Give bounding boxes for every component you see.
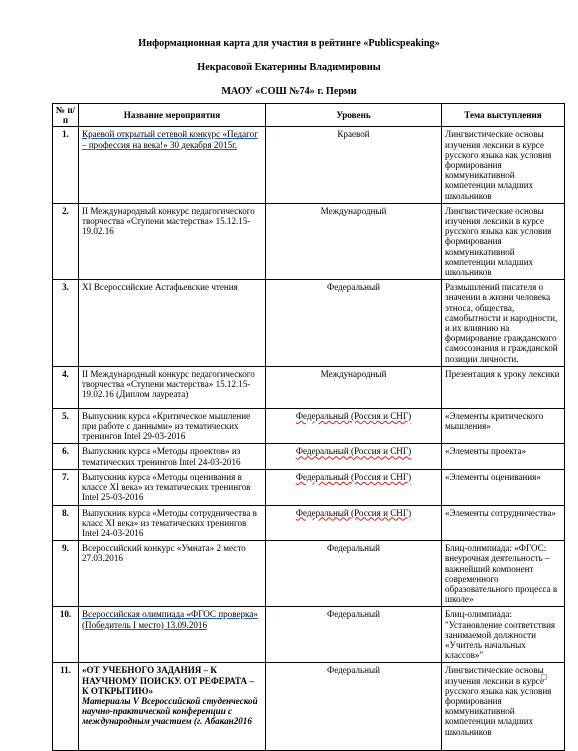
event-name-heading: «ОТ УЧЕБНОГО ЗАДАНИЯ – К НАУЧНОМУ ПОИСКУ. ОТ РЕФЕРАТА – К ОТКРЫТИЮ» [82, 665, 254, 696]
event-topic: Лингвистические основы изучения лексики в курсе русского языка как условия формирования коммуникативной компетенции младших школьников [442, 203, 565, 279]
row-number: 1. [53, 127, 79, 203]
table-row [53, 280, 565, 367]
row-number: 10. [53, 607, 79, 663]
event-topic: «Элементы сотрудничества» [442, 505, 565, 541]
table-row [53, 366, 565, 408]
event-level [266, 444, 442, 469]
row-number: 2. [53, 203, 79, 279]
column-header-number: № п/п [53, 104, 79, 127]
table-row [53, 541, 565, 607]
table-row [53, 663, 565, 751]
event-level-text: Федеральный (Россия и СНГ) [295, 471, 412, 482]
table-header-row [53, 104, 565, 127]
row-number: 4. [53, 366, 79, 408]
event-level [266, 505, 442, 541]
row-number: 5. [53, 408, 79, 444]
event-topic: «Элементы оценивания» [442, 469, 565, 505]
event-topic: «Элементы проекта» [442, 444, 565, 469]
event-name [79, 663, 266, 751]
document-title: Информационная карта для участия в рейтинге «Publicspeaking» [138, 38, 440, 49]
row-number: 3. [53, 280, 79, 367]
event-topic: Блиц-олимпиада: «ФГОС: внеурочная деятельность – важнейший компонент современного образовательного процесса в школе» [442, 541, 565, 607]
event-name-subtitle: Материалы V Всероссийской студенческой научно-практической конференции с международным участием (г. Абакан2016 [82, 695, 258, 727]
event-level: Федеральный [266, 663, 442, 751]
row-number: 7. [53, 469, 79, 505]
resize-handle [541, 674, 547, 680]
event-level: Международный [266, 366, 442, 408]
event-level: Федеральный [266, 541, 442, 607]
event-name [79, 607, 266, 663]
table-row [53, 469, 565, 505]
event-topic: «Элементы критического мышления» [442, 408, 565, 444]
event-level: Международный [266, 203, 442, 279]
event-name: II Международный конкурс педагогического творчества «Ступени мастерства» 15.12.15-19.02.16 (Диплом лауреата) [79, 366, 266, 408]
event-topic: Презентация к уроку лексики [442, 366, 565, 408]
event-name-text: Краевой открытый сетевой конкурс «Педагог – профессия на века!» 30 декабря 2015г. [82, 129, 258, 150]
table-row [53, 127, 565, 203]
event-level [266, 408, 442, 444]
table-row [53, 505, 565, 541]
event-topic: Лингвистические основы изучения лексики в курсе русского языка как условия формирования коммуникативной компетенции младших школьников [442, 663, 565, 751]
organization-name: МАОУ «СОШ №74» г. Перми [221, 86, 357, 97]
table-row [53, 408, 565, 444]
event-level-text: Федеральный (Россия и СНГ) [295, 507, 412, 518]
event-level: Краевой [266, 127, 442, 203]
column-header-event: Название мероприятия [79, 104, 266, 127]
event-name: XI Всероссийские Астафьевские чтения [79, 280, 266, 367]
table-row [53, 203, 565, 279]
event-name-text: Всероссийская олимпиада «ФГОС проверка» (Победитель I место) 13.09.2016 [82, 609, 258, 630]
event-name: Выпускник курса «Методы оценивания в классе XI века» из тематических тренингов Intel 25-03-2016 [79, 469, 266, 505]
event-level: Федеральный [266, 280, 442, 367]
column-header-topic: Тема выступления [442, 104, 565, 127]
event-level-text: Федеральный (Россия и СНГ) [295, 410, 412, 421]
event-topic: Лингвистические основы изучения лексики в курсе русского языка как условия формирования коммуникативной компетенции младших школьников [442, 127, 565, 203]
event-name: Выпускник курса «Критическое мышление при работе с данными» из тематических тренингов Intel 29-03-2016 [79, 408, 266, 444]
column-header-level: Уровень [266, 104, 442, 127]
event-topic: Блиц-олимпиада: "Установление соответствия занимаемой должности «Учитель начальных классов»" [442, 607, 565, 663]
events-table [52, 103, 565, 751]
event-name: II Международный конкурс педагогического творчества «Ступени мастерства» 15.12.15-19.02.16 [79, 203, 266, 279]
event-topic: Размышлений писателя о значении в жизни человека этноса, общества, самобытности и народности, и их влиянию на формирование гражданского самосознания и гражданской позиции личности. [442, 280, 565, 367]
event-name: Выпускник курса «Методы сотрудничества в класс XI века» из тематических тренингов Intel 24-03-2016 [79, 505, 266, 541]
event-level: Федеральный [266, 607, 442, 663]
event-level-text: Федеральный (Россия и СНГ) [295, 446, 412, 457]
event-name: Выпускник курса «Методы проектов» из тематических тренингов Intel 24-03-2016 [79, 444, 266, 469]
row-number: 9. [53, 541, 79, 607]
table-row [53, 607, 565, 663]
row-number: 8. [53, 505, 79, 541]
event-level [266, 469, 442, 505]
event-name: Всероссийский конкурс «Умната» 2 место 27.03.2016 [79, 541, 266, 607]
person-name: Некрасовой Екатерины Владимировны [197, 62, 381, 73]
table-row [53, 444, 565, 469]
event-name [79, 127, 266, 203]
row-number: 6. [53, 444, 79, 469]
row-number: 11. [53, 663, 79, 751]
